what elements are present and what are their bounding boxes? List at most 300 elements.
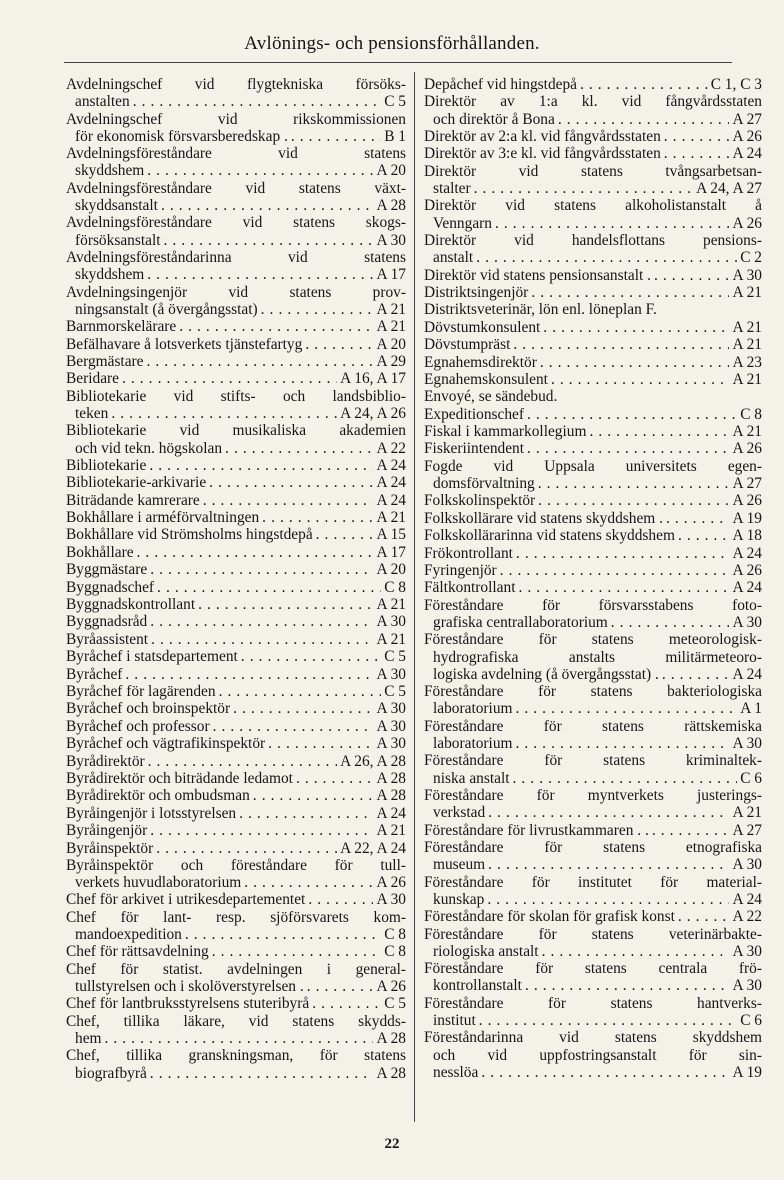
entry-title: hem xyxy=(75,1030,102,1048)
index-entry xyxy=(66,561,406,578)
leader-dots xyxy=(580,76,708,93)
leader-dots xyxy=(213,718,374,735)
entry-title: Avdelningsföreståndarinna vid statens xyxy=(66,248,406,266)
entry-title: verkets huvudlaboratorium xyxy=(75,874,242,892)
entry-reference: A 21 xyxy=(376,318,406,336)
entry-title: Byggnadsråd xyxy=(66,613,148,631)
entry-reference: A 24, A 27 xyxy=(696,179,762,197)
leader-dots xyxy=(488,804,729,821)
entry-title: Bibliotekarie xyxy=(66,456,147,474)
entry-title: Chef för rättsavdelning xyxy=(66,943,209,961)
entry-title: Föreståndare för statens etnografiska xyxy=(424,838,762,856)
entry-title: Byråchef och vägtrafikinspektör xyxy=(66,735,266,753)
entry-title: Chef för arkivet i utrikesdepartementet xyxy=(66,891,306,909)
index-entry xyxy=(66,214,406,248)
entry-reference: A 30 xyxy=(732,734,762,752)
entry-title: Byggmästare xyxy=(66,561,148,579)
index-entry xyxy=(66,909,406,943)
leader-dots xyxy=(662,666,730,683)
entry-title: Chef, tillika granskningsman, för statens xyxy=(66,1047,406,1065)
entry-title: Byggnadschef xyxy=(66,578,155,596)
entry-title: Avdelningschef vid rikskommissionen xyxy=(66,110,406,128)
entry-title: Föreståndare för myntverkets justerings- xyxy=(424,786,762,804)
index-entry xyxy=(66,822,406,839)
leader-dots xyxy=(179,318,373,335)
entry-reference: C 5 xyxy=(384,682,406,700)
entry-reference: A 24 xyxy=(376,474,406,492)
entry-title: Direktör vid statens alkoholistanstalt å xyxy=(424,197,762,215)
entry-reference: A 24 xyxy=(732,579,762,597)
entry-title: Folkskollärare vid statens skyddshem . xyxy=(424,509,663,527)
index-entry xyxy=(424,163,762,197)
index-entry xyxy=(424,440,762,457)
leader-dots xyxy=(305,336,373,353)
index-entry xyxy=(66,787,406,804)
entry-title: grafiska centrallaboratorium xyxy=(433,613,608,631)
entry-title: nesslöa xyxy=(433,1063,479,1081)
entry-reference: C 8 xyxy=(384,926,406,944)
leader-dots xyxy=(133,93,381,110)
index-entry xyxy=(66,180,406,214)
index-entry xyxy=(66,700,406,717)
index-entry xyxy=(66,943,406,960)
index-entry xyxy=(66,353,406,370)
entry-reference: A 28 xyxy=(376,769,406,787)
leader-dots xyxy=(678,908,730,925)
index-entry xyxy=(66,718,406,735)
entry-title: Bokhållare i arméförvaltningen xyxy=(66,509,260,527)
entry-reference: A 30 xyxy=(376,717,406,735)
leader-dots xyxy=(513,336,729,353)
entry-reference: A 21 xyxy=(732,370,762,388)
index-entry xyxy=(424,423,762,440)
entry-reference: A 30 xyxy=(376,700,406,718)
index-entry xyxy=(66,492,406,509)
leader-dots xyxy=(540,354,730,371)
entry-reference: A 22 xyxy=(376,439,406,457)
leader-dots xyxy=(219,683,382,700)
entry-reference: A 21 xyxy=(732,804,762,822)
entry-title: Föreståndare för skolan för grafisk konst xyxy=(424,908,675,926)
leader-dots xyxy=(525,977,730,994)
leader-dots xyxy=(261,301,374,318)
entry-reference: A 21 xyxy=(376,596,406,614)
leader-dots xyxy=(481,1064,729,1081)
index-entry xyxy=(66,370,406,387)
entry-title: ningsanstalt (å övergångsstat) xyxy=(75,300,258,318)
index-entry xyxy=(66,509,406,526)
entry-reference: A 24 xyxy=(732,544,762,562)
entry-title: Fiskal i kammarkollegium xyxy=(424,423,587,441)
entry-reference: A 18 xyxy=(732,527,762,545)
index-entry xyxy=(66,631,406,648)
entry-reference: A 21 xyxy=(732,318,762,336)
entry-title: Föreståndare för statens veterinärbakte- xyxy=(424,925,762,943)
entry-reference: A 17 xyxy=(376,543,406,561)
index-entry xyxy=(66,457,406,474)
entry-reference: C 5 xyxy=(384,93,406,111)
entry-title: Fiskeriintendent xyxy=(424,440,525,458)
leader-dots xyxy=(150,561,373,578)
index-entry xyxy=(66,388,406,422)
leader-dots xyxy=(164,232,374,249)
index-entry xyxy=(66,683,406,700)
index-entry xyxy=(66,422,406,456)
entry-reference: A 17 xyxy=(376,266,406,284)
index-entry xyxy=(424,683,762,717)
leader-dots xyxy=(111,405,337,422)
entry-reference: A 22 xyxy=(732,908,762,926)
entry-title: kunskap xyxy=(433,890,485,908)
entry-title: Fogde vid Uppsala universitets egen- xyxy=(424,457,762,475)
entry-title: Byråinspektör och föreståndare för tull- xyxy=(66,856,406,874)
entry-title: Dövstumpräst xyxy=(424,336,511,354)
entry-reference: A 30 xyxy=(376,613,406,631)
entry-reference: A 28 xyxy=(376,787,406,805)
index-entry xyxy=(424,874,762,908)
index-entry xyxy=(66,753,406,770)
leader-dots xyxy=(516,700,738,717)
entry-title: Venngarn xyxy=(433,214,492,232)
index-entry xyxy=(66,857,406,891)
entry-title: Egnahemsdirektör xyxy=(424,353,537,371)
entry-reference: A 19 xyxy=(732,1063,762,1081)
index-entry xyxy=(424,128,762,145)
entry-reference: A 24 xyxy=(376,804,406,822)
leader-dots xyxy=(538,492,729,509)
entry-title: Depåchef vid hingstdepå xyxy=(424,76,577,93)
leader-dots xyxy=(296,770,374,787)
leader-dots xyxy=(476,249,737,266)
index-entry xyxy=(424,492,762,509)
entry-title: Byråchef för lagärenden xyxy=(66,682,216,700)
entry-title: hydrografiska anstalts militärmeteoro- xyxy=(433,648,762,666)
entry-reference: C 6 xyxy=(740,769,762,787)
entry-reference: A 26, A 28 xyxy=(340,752,406,770)
entry-title: Frökontrollant xyxy=(424,544,513,562)
index-entry xyxy=(424,631,762,683)
leader-dots xyxy=(233,700,373,717)
entry-title: Befälhavare å lotsverkets tjänstefartyg xyxy=(66,335,303,353)
leader-dots xyxy=(307,978,374,995)
entry-title: laboratorium xyxy=(433,700,513,718)
leader-dots xyxy=(611,614,730,631)
entry-title: Byråchef och broinspektör xyxy=(66,700,231,718)
leader-dots xyxy=(527,406,737,423)
entry-title: riologiska anstalt xyxy=(433,942,539,960)
header-rule xyxy=(64,62,732,63)
index-entry xyxy=(424,822,762,839)
leader-dots xyxy=(558,111,730,128)
entry-title: Föreståndare för statens hantverks- xyxy=(424,994,762,1012)
entry-title: Byråchef xyxy=(66,665,123,683)
entry-title: och vid uppfostringsanstalt för sin- xyxy=(433,1046,762,1064)
entry-reference: A 16, A 17 xyxy=(340,370,406,388)
entry-reference: A 30 xyxy=(732,613,762,631)
index-entry xyxy=(424,995,762,1029)
leader-dots xyxy=(150,613,373,630)
entry-reference: A 20 xyxy=(376,162,406,180)
leader-dots xyxy=(147,353,374,370)
leader-dots xyxy=(150,822,373,839)
entry-title: niska anstalt xyxy=(433,769,510,787)
entry-reference: A 21 xyxy=(376,300,406,318)
entry-reference: A 15 xyxy=(376,526,406,544)
index-entry xyxy=(66,318,406,335)
entry-reference: A 21 xyxy=(732,283,762,301)
entry-title: teken xyxy=(75,404,109,422)
entry-reference: A 21 xyxy=(376,630,406,648)
entry-title: tullstyrelsen och i skolöverstyrelsen . xyxy=(75,978,304,996)
entry-reference: A 22, A 24 xyxy=(340,839,406,857)
column-divider xyxy=(414,72,415,1122)
leader-dots xyxy=(479,1012,737,1029)
index-entry xyxy=(66,613,406,630)
leader-dots xyxy=(664,128,730,145)
entry-reference: B 1 xyxy=(384,127,406,145)
index-entry xyxy=(424,926,762,960)
leader-dots xyxy=(150,1065,374,1082)
entry-reference: A 24 xyxy=(732,665,762,683)
index-entry xyxy=(424,562,762,579)
entry-title: Föreståndare för statens centrala frö- xyxy=(424,960,762,978)
entry-title: Direktör av 1:a kl. vid fångvårdsstaten xyxy=(424,93,762,111)
entry-title: Chef, tillika läkare, vid statens skydds- xyxy=(66,1012,406,1030)
leader-dots xyxy=(542,943,730,960)
entry-reference: A 21 xyxy=(732,336,762,354)
entry-title: Direktör vid handelsflottans pensions- xyxy=(424,231,762,249)
leader-dots xyxy=(538,475,730,492)
index-entry xyxy=(424,197,762,231)
entry-title: Fyringenjör xyxy=(424,562,497,579)
entry-title: Bergmästare xyxy=(66,352,144,370)
entry-title: Envoyé, se sändebud. xyxy=(424,388,558,406)
index-entry xyxy=(66,1013,406,1047)
entry-title: museum xyxy=(433,856,486,874)
entry-title: Föreståndare för livrustkammaren . . xyxy=(424,821,649,839)
entry-reference: A 26 xyxy=(732,440,762,458)
leader-dots xyxy=(316,526,374,543)
page-title: Avlönings- och pensionsförhållanden. xyxy=(244,33,540,54)
entry-title: Byrådirektör och biträdande ledamot xyxy=(66,769,293,787)
entry-title: Byråingenjör i lotsstyrelsen xyxy=(66,804,237,822)
entry-reference: A 20 xyxy=(376,335,406,353)
entry-title: Direktör vid statens pensionsanstalt . xyxy=(424,266,651,284)
entry-title: Dövstumkonsulent xyxy=(424,318,541,336)
leader-dots xyxy=(157,579,381,596)
leader-dots xyxy=(513,770,738,787)
leader-dots xyxy=(198,596,373,613)
leader-dots xyxy=(212,943,381,960)
leader-dots xyxy=(474,180,694,197)
leader-dots xyxy=(147,162,373,179)
leader-dots xyxy=(253,787,374,804)
entry-title: verkstad xyxy=(433,804,486,822)
index-entry xyxy=(66,735,406,752)
index-entry xyxy=(424,354,762,371)
index-entry xyxy=(424,579,762,596)
entry-reference: A 24, A 26 xyxy=(340,404,406,422)
index-entry xyxy=(66,596,406,613)
entry-reference: C 5 xyxy=(384,648,406,666)
leader-dots xyxy=(654,267,730,284)
entry-title: Beridare xyxy=(66,370,119,388)
entry-title: Distriktsingenjör xyxy=(424,283,529,301)
index-entry xyxy=(66,666,406,683)
leader-dots xyxy=(516,735,730,752)
entry-title: skyddshem xyxy=(75,162,145,180)
leader-dots xyxy=(239,805,373,822)
entry-title: skyddsanstalt xyxy=(75,196,158,214)
index-entry xyxy=(66,474,406,491)
index-entry xyxy=(66,579,406,596)
entry-reference: A 28 xyxy=(376,1064,406,1082)
index-entry xyxy=(424,145,762,162)
leader-dots xyxy=(678,527,730,544)
index-entry xyxy=(424,752,762,786)
entry-reference: A 24 xyxy=(376,456,406,474)
index-entry xyxy=(424,267,762,284)
entry-reference: A 26 xyxy=(376,874,406,892)
leader-dots xyxy=(531,284,729,301)
entry-title: Föreståndare för statens meteorologisk- xyxy=(424,631,762,649)
entry-title: Byråinspektör xyxy=(66,839,154,857)
entry-reference: A 21 xyxy=(376,822,406,840)
index-entry xyxy=(66,961,406,995)
leader-dots xyxy=(241,648,381,665)
entry-title: Expeditionschef xyxy=(424,405,525,423)
entry-reference: A 28 xyxy=(376,196,406,214)
leader-dots xyxy=(161,197,374,214)
entry-title: Fältkontrollant xyxy=(424,579,516,597)
leader-dots xyxy=(664,145,730,162)
entry-reference: C 8 xyxy=(740,405,762,423)
leader-dots xyxy=(308,891,373,908)
entry-reference: A 30 xyxy=(376,665,406,683)
entry-reference: A 23 xyxy=(732,353,762,371)
entry-title: Byråchef i statsdepartement xyxy=(66,648,238,666)
leader-dots xyxy=(652,822,730,839)
entry-title: Föreståndare för försvarsstabens foto- xyxy=(424,596,762,614)
index-entry xyxy=(66,1047,406,1081)
entry-title: Direktör vid statens tvångsarbetsan- xyxy=(424,162,762,180)
leader-dots xyxy=(105,1030,374,1047)
entry-reference: C 2 xyxy=(740,249,762,267)
entry-title: Bibliotekarie-arkivarie xyxy=(66,474,207,492)
leader-dots xyxy=(147,266,373,283)
entry-title: Barnmorskelärare xyxy=(66,318,177,336)
index-entry xyxy=(424,93,762,127)
entry-title: domsförvaltning xyxy=(433,475,535,493)
entry-title: Byrådirektör och ombudsman xyxy=(66,787,250,805)
entry-reference: A 30 xyxy=(732,856,762,874)
entry-reference: A 20 xyxy=(376,561,406,579)
index-entry xyxy=(424,787,762,821)
entry-title: biografbyrå xyxy=(75,1064,147,1082)
entry-title: Föreståndare för institutet för material- xyxy=(424,873,762,891)
entry-title: Avdelningsingenjör vid statens prov- xyxy=(66,283,406,301)
entry-reference: A 30 xyxy=(376,735,406,753)
entry-title: Föreståndare för statens rättskemiska xyxy=(424,717,762,735)
entry-title: Direktör av 2:a kl. vid fångvårdsstaten xyxy=(424,127,661,145)
entry-reference: A 1 xyxy=(740,700,762,718)
leader-dots xyxy=(137,544,374,561)
right-column xyxy=(424,76,762,1081)
entry-reference: A 24 xyxy=(732,890,762,908)
entry-reference: A 26 xyxy=(376,978,406,996)
entry-title: Egnahemskonsulent xyxy=(424,370,548,388)
leader-dots xyxy=(291,128,381,145)
leader-dots xyxy=(156,840,337,857)
entry-title: Föreståndare för statens kriminaltek- xyxy=(424,752,762,770)
leader-dots xyxy=(225,440,373,457)
entry-title: Avdelningsföreståndare vid statens växt- xyxy=(66,179,406,197)
leader-dots xyxy=(518,579,729,596)
entry-title: och direktör å Bona xyxy=(433,110,555,128)
entry-title: Bokhållare xyxy=(66,543,134,561)
leader-dots xyxy=(488,856,729,873)
index-entry xyxy=(424,76,762,93)
entry-title: skyddshem xyxy=(75,266,145,284)
leader-dots xyxy=(262,509,373,526)
index-entry xyxy=(424,527,762,544)
leader-dots xyxy=(500,562,730,579)
entry-title: Bibliotekarie vid musikaliska akademien xyxy=(66,422,406,440)
leader-dots xyxy=(495,215,730,232)
entry-reference: A 24 xyxy=(732,145,762,163)
leader-dots xyxy=(487,891,729,908)
index-entry xyxy=(424,284,762,301)
index-entry xyxy=(424,718,762,752)
leader-dots xyxy=(148,753,338,770)
index-entry xyxy=(66,76,406,110)
entry-title: mandoexpedition xyxy=(75,926,182,944)
entry-title: Direktör av 3:e kl. vid fångvårdsstaten xyxy=(424,145,661,163)
entry-reference: C 8 xyxy=(384,578,406,596)
entry-title: försöksanstalt xyxy=(75,231,161,249)
entry-reference: A 28 xyxy=(376,1030,406,1048)
leader-dots xyxy=(543,319,729,336)
entry-reference: C 1, C 3 xyxy=(710,76,762,93)
index-entry xyxy=(66,995,406,1012)
index-entry xyxy=(424,510,762,527)
entry-title: Byråassistent xyxy=(66,630,149,648)
entry-reference: A 26 xyxy=(732,562,762,579)
left-column xyxy=(66,76,406,1082)
entry-reference: A 29 xyxy=(376,352,406,370)
index-entry xyxy=(66,805,406,822)
index-entry xyxy=(424,839,762,873)
index-entry xyxy=(424,371,762,388)
leader-dots xyxy=(209,474,373,491)
entry-title: Avdelningsföreståndare vid statens skogs- xyxy=(66,214,406,232)
entry-reference: A 24 xyxy=(376,491,406,509)
index-entry xyxy=(424,545,762,562)
entry-title: institut xyxy=(433,1011,476,1029)
index-entry xyxy=(424,336,762,353)
leader-dots xyxy=(122,370,337,387)
index-entry xyxy=(66,526,406,543)
index-entry xyxy=(424,908,762,925)
entry-title: kontrollanstalt xyxy=(433,977,522,995)
entry-title: Byråingenjör xyxy=(66,822,148,840)
index-entry xyxy=(66,111,406,145)
leader-dots xyxy=(151,631,373,648)
entry-reference: A 27 xyxy=(732,110,762,128)
index-entry xyxy=(66,145,406,179)
entry-reference: A 19 xyxy=(732,509,762,527)
entry-reference: A 27 xyxy=(732,821,762,839)
